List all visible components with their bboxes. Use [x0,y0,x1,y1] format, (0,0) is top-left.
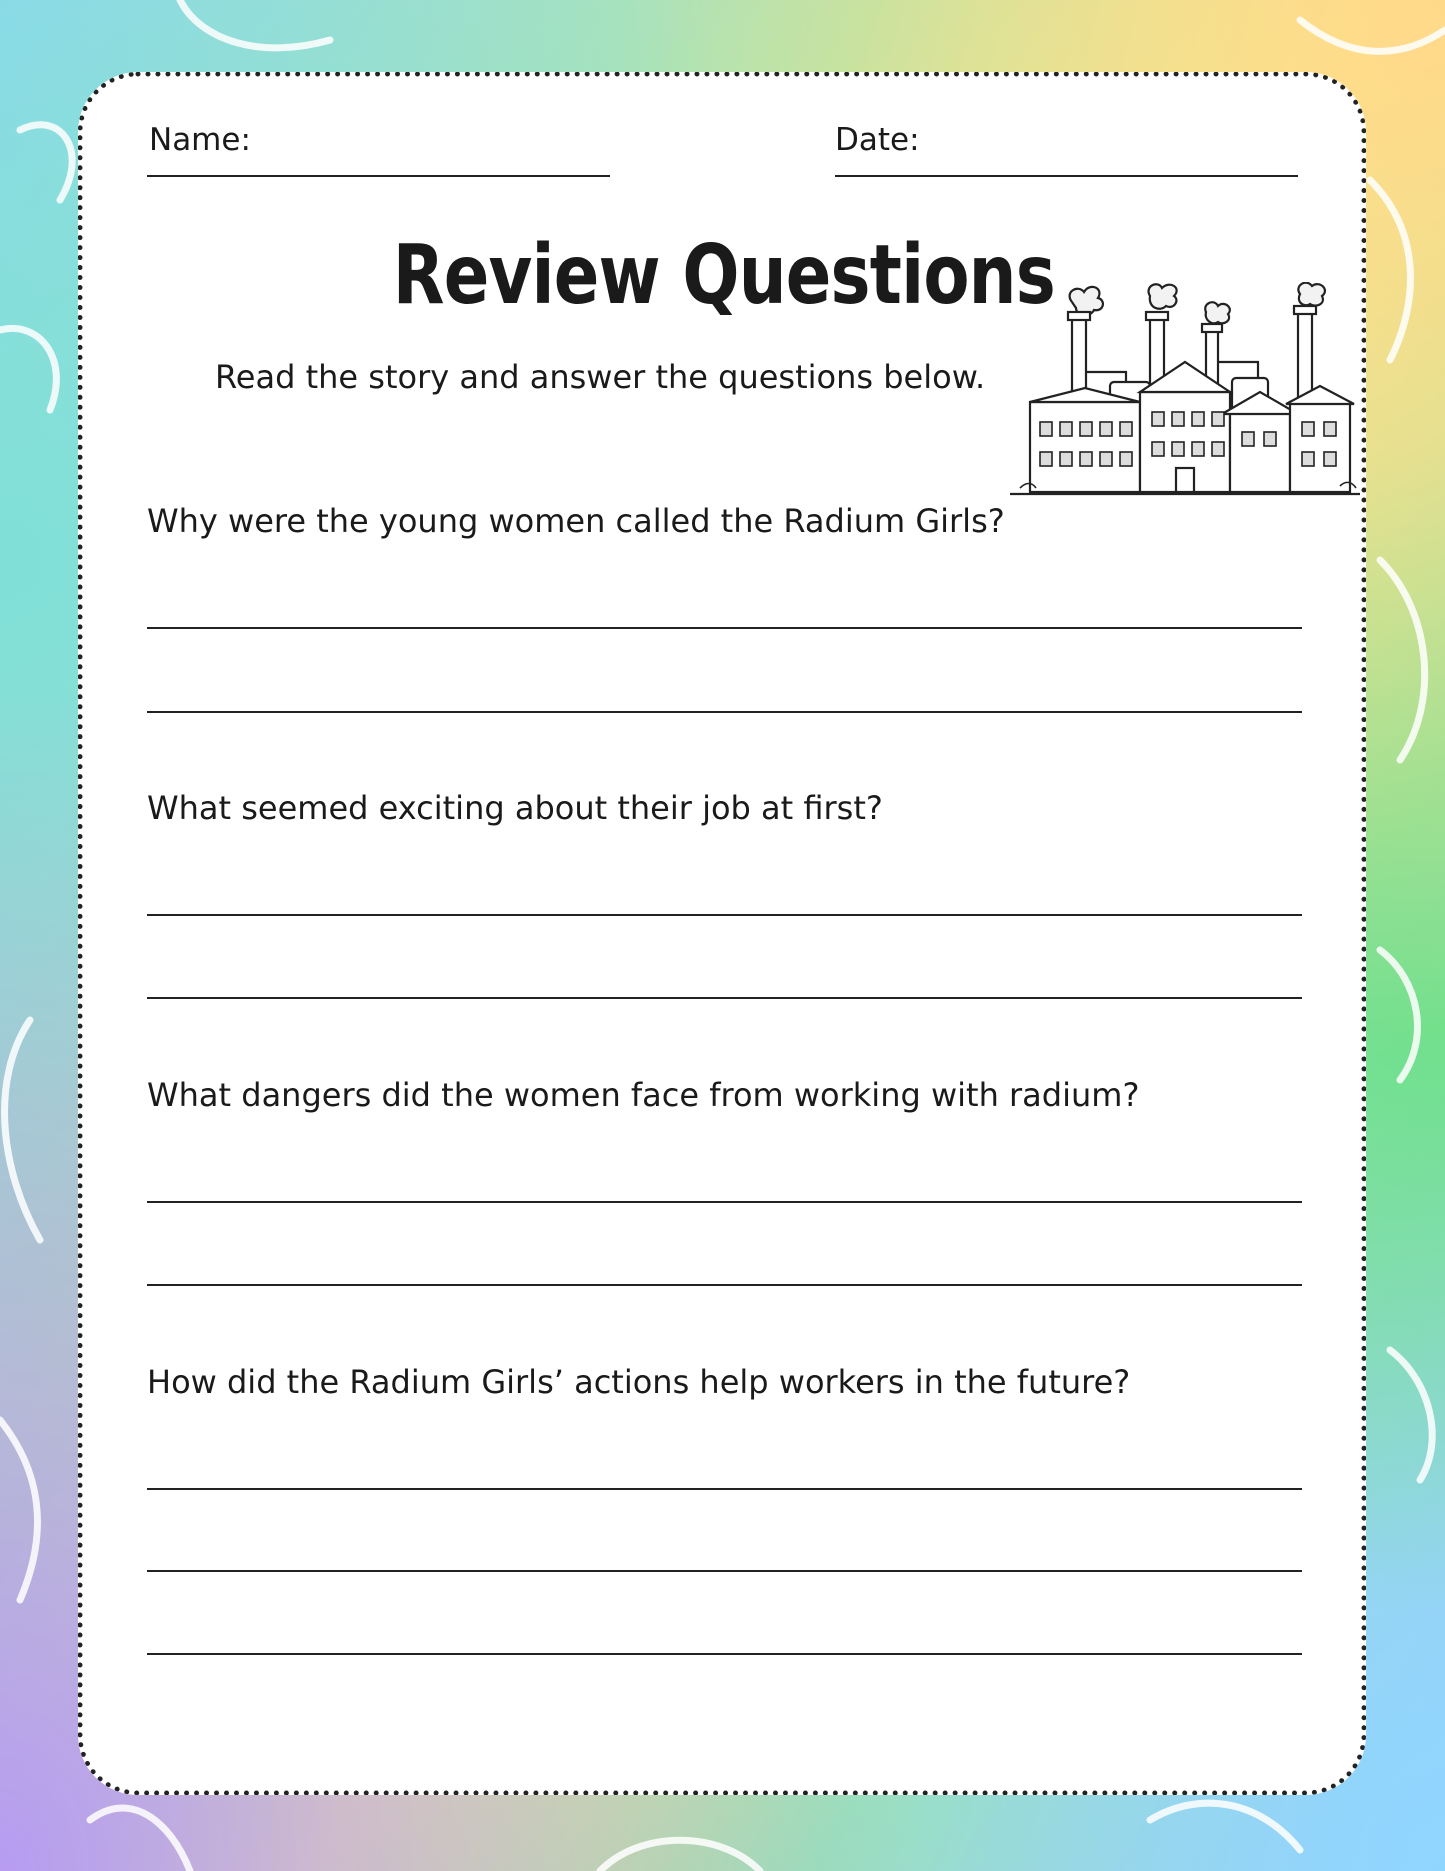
question-1: Why were the young women called the Radium Girls? [147,502,1005,540]
answer-line[interactable] [147,1488,1302,1490]
page-title: Review Questions [392,228,1055,323]
answer-line[interactable] [147,997,1302,999]
answer-line[interactable] [147,914,1302,916]
question-3: What dangers did the women face from working with radium? [147,1076,1140,1114]
question-2: What seemed exciting about their job at first? [147,789,883,827]
answer-line[interactable] [147,711,1302,713]
name-label: Name: [149,122,251,158]
answer-line[interactable] [147,1201,1302,1203]
answer-line[interactable] [147,1284,1302,1286]
instructions: Read the story and answer the questions below. [215,358,986,396]
factory-icon [1010,282,1360,507]
date-label: Date: [835,122,920,158]
answer-line[interactable] [147,1653,1302,1655]
answer-line[interactable] [147,627,1302,629]
question-4: How did the Radium Girls’ actions help workers in the future? [147,1363,1131,1401]
answer-line[interactable] [147,1570,1302,1572]
date-field[interactable] [835,175,1298,177]
name-field[interactable] [147,175,610,177]
